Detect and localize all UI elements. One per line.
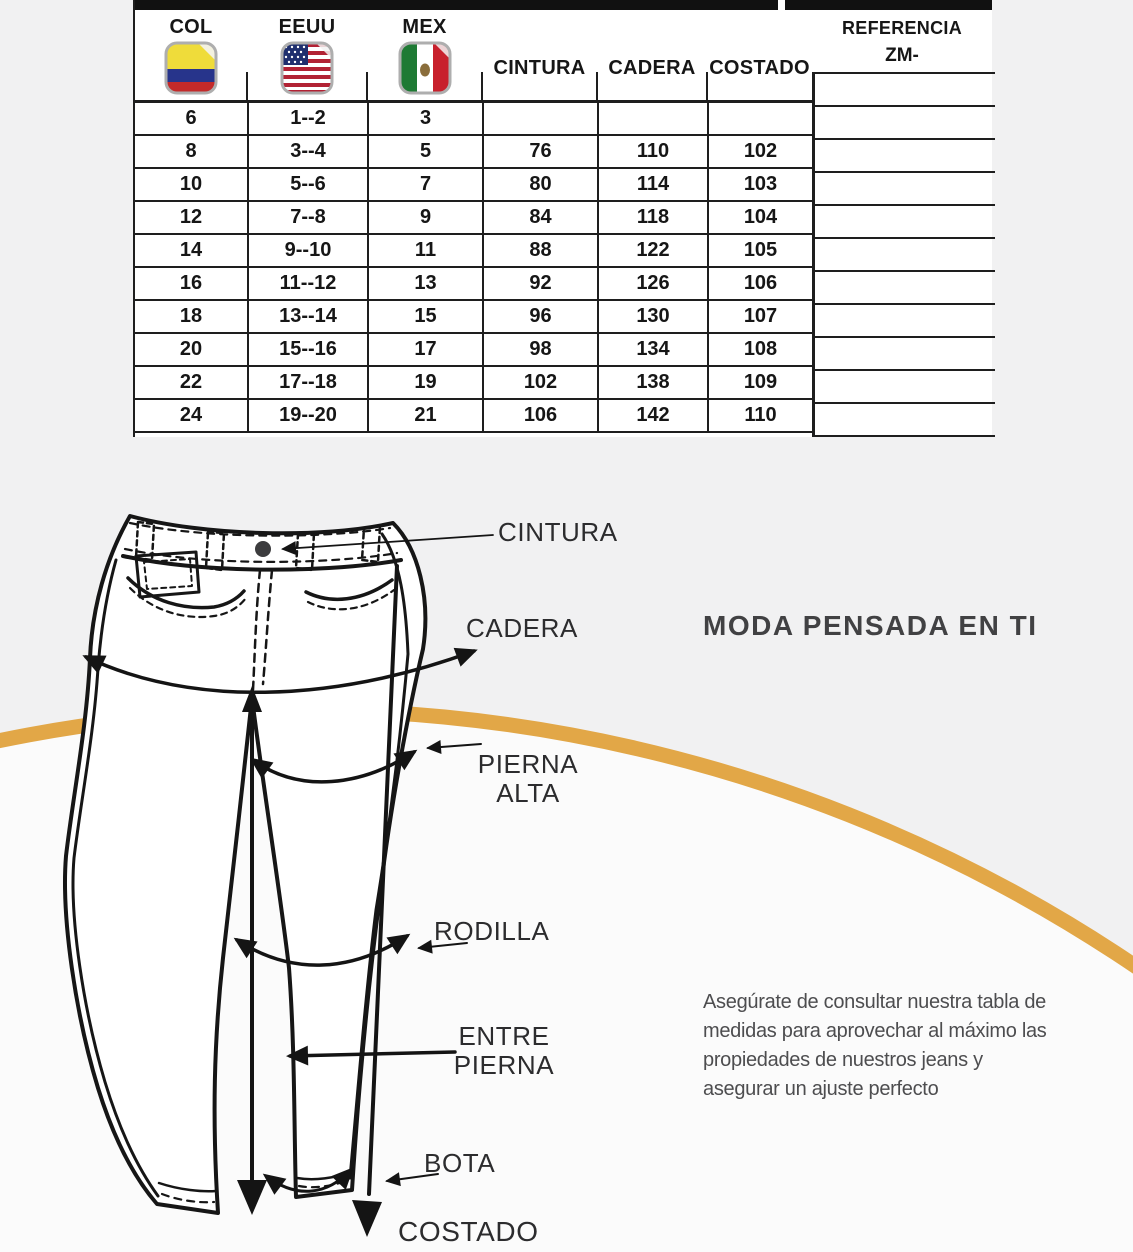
table-cell: 108 (707, 334, 812, 365)
table-cell: 20 (179, 338, 203, 360)
table-cell: 16 (179, 272, 203, 294)
table-cell: 118 (597, 202, 707, 233)
table-cell: 126 (597, 268, 707, 299)
table-cell: 114 (597, 169, 707, 200)
table-top-bar (785, 0, 992, 10)
header-cadera-label: CADERA (608, 56, 696, 79)
table-top-bar (135, 0, 778, 10)
table-cell: 15--16 (247, 334, 367, 365)
table-cell: 103 (707, 169, 812, 200)
table-row (135, 268, 814, 301)
table-cell: 102 (707, 136, 812, 167)
table-cell: 98 (482, 334, 597, 365)
header-divider (366, 72, 368, 103)
table-cell: 80 (482, 169, 597, 200)
cadera-label: CADERA (466, 613, 578, 643)
header-eeuu-label: EEUU (278, 16, 336, 38)
table-cell: 17 (367, 334, 482, 365)
table-cell: 6 (185, 107, 197, 129)
table-cell: 21 (367, 400, 482, 431)
promo-paragraph: Asegúrate de consultar nuestra tabla de medidas para aprovechar al máximo las propiedades de nuestros jeans y asegurar un ajuste perfecto (703, 991, 1047, 1100)
header-mex (367, 10, 482, 100)
table-cell (482, 103, 597, 134)
colombia-flag-icon (164, 41, 218, 100)
table-cell: 96 (482, 301, 597, 332)
table-cell: 13--14 (247, 301, 367, 332)
table-cell: 109 (707, 367, 812, 398)
table-cell: 9 (367, 202, 482, 233)
table-cell: 12 (179, 206, 203, 228)
table-row (135, 301, 814, 334)
pierna-alta-label: PIERNA ALTA (477, 749, 579, 808)
table-cell: 11--12 (247, 268, 367, 299)
table-cell: 106 (482, 400, 597, 431)
header-mex-label: MEX (402, 16, 447, 38)
table-cell: 24 (179, 404, 203, 426)
table-row (135, 103, 814, 136)
mexico-flag-icon (398, 41, 452, 100)
table-cell: 138 (597, 367, 707, 398)
table-row (135, 202, 814, 235)
header-cintura-label: CINTURA (493, 56, 586, 79)
table-cell: 10 (179, 173, 203, 195)
table-cell: 17--18 (247, 367, 367, 398)
table-cell: 18 (179, 305, 203, 327)
header-col-label: COL (169, 16, 213, 38)
header-divider (246, 72, 248, 103)
table-cell: 9--10 (247, 235, 367, 266)
table-cell: 1--2 (247, 103, 367, 134)
header-zm-label: ZM- (885, 45, 919, 66)
table-cell: 110 (597, 136, 707, 167)
table-cell: 5--6 (247, 169, 367, 200)
jeans-button (255, 541, 271, 557)
table-cell: 130 (597, 301, 707, 332)
table-cell: 14 (179, 239, 203, 261)
table-cell: 106 (707, 268, 812, 299)
bota-label: BOTA (424, 1148, 496, 1178)
table-cell: 5 (367, 136, 482, 167)
header-costado-label: COSTADO (709, 56, 810, 79)
header-eeuu (247, 10, 367, 100)
table-cell: 134 (597, 334, 707, 365)
table-cell: 102 (482, 367, 597, 398)
table-row (135, 334, 814, 367)
table-body (135, 103, 814, 433)
table-cell: 110 (707, 400, 812, 431)
header-referencia-label: REFERENCIA (841, 18, 962, 38)
table-cell: 84 (482, 202, 597, 233)
costado-label: COSTADO (398, 1216, 539, 1247)
table-row (135, 169, 814, 202)
table-cell (707, 103, 812, 134)
size-table (133, 0, 992, 437)
table-cell: 122 (597, 235, 707, 266)
reference-column (812, 72, 995, 437)
table-cell: 7--8 (247, 202, 367, 233)
table-cell: 104 (707, 202, 812, 233)
table-row (135, 400, 814, 433)
table-row (135, 367, 814, 400)
header-cadera (597, 10, 707, 100)
table-cell (597, 103, 707, 134)
table-row (135, 136, 814, 169)
table-cell: 107 (707, 301, 812, 332)
table-cell: 13 (367, 268, 482, 299)
table-cell: 142 (597, 400, 707, 431)
table-row (135, 235, 814, 268)
table-cell: 76 (482, 136, 597, 167)
table-cell: 3--4 (247, 136, 367, 167)
table-cell: 19--20 (247, 400, 367, 431)
table-cell: 92 (482, 268, 597, 299)
header-cintura (482, 10, 597, 100)
header-divider (481, 72, 483, 103)
promo-heading: MODA PENSADA EN TI (703, 610, 1038, 641)
header-divider (706, 72, 708, 103)
entre-pierna-label: ENTRE PIERNA (453, 1021, 555, 1080)
table-cell: 8 (185, 140, 197, 162)
header-col (135, 10, 247, 100)
table-cell: 19 (367, 367, 482, 398)
table-cell: 105 (707, 235, 812, 266)
table-cell: 11 (367, 235, 482, 266)
table-cell: 7 (367, 169, 482, 200)
table-cell: 88 (482, 235, 597, 266)
table-cell: 15 (367, 301, 482, 332)
table-cell: 3 (367, 103, 482, 134)
usa-flag-icon (280, 41, 334, 100)
cintura-label: CINTURA (498, 517, 618, 547)
header-costado (707, 10, 812, 100)
header-divider (596, 72, 598, 103)
table-cell: 22 (179, 371, 203, 393)
rodilla-label: RODILLA (434, 916, 550, 946)
